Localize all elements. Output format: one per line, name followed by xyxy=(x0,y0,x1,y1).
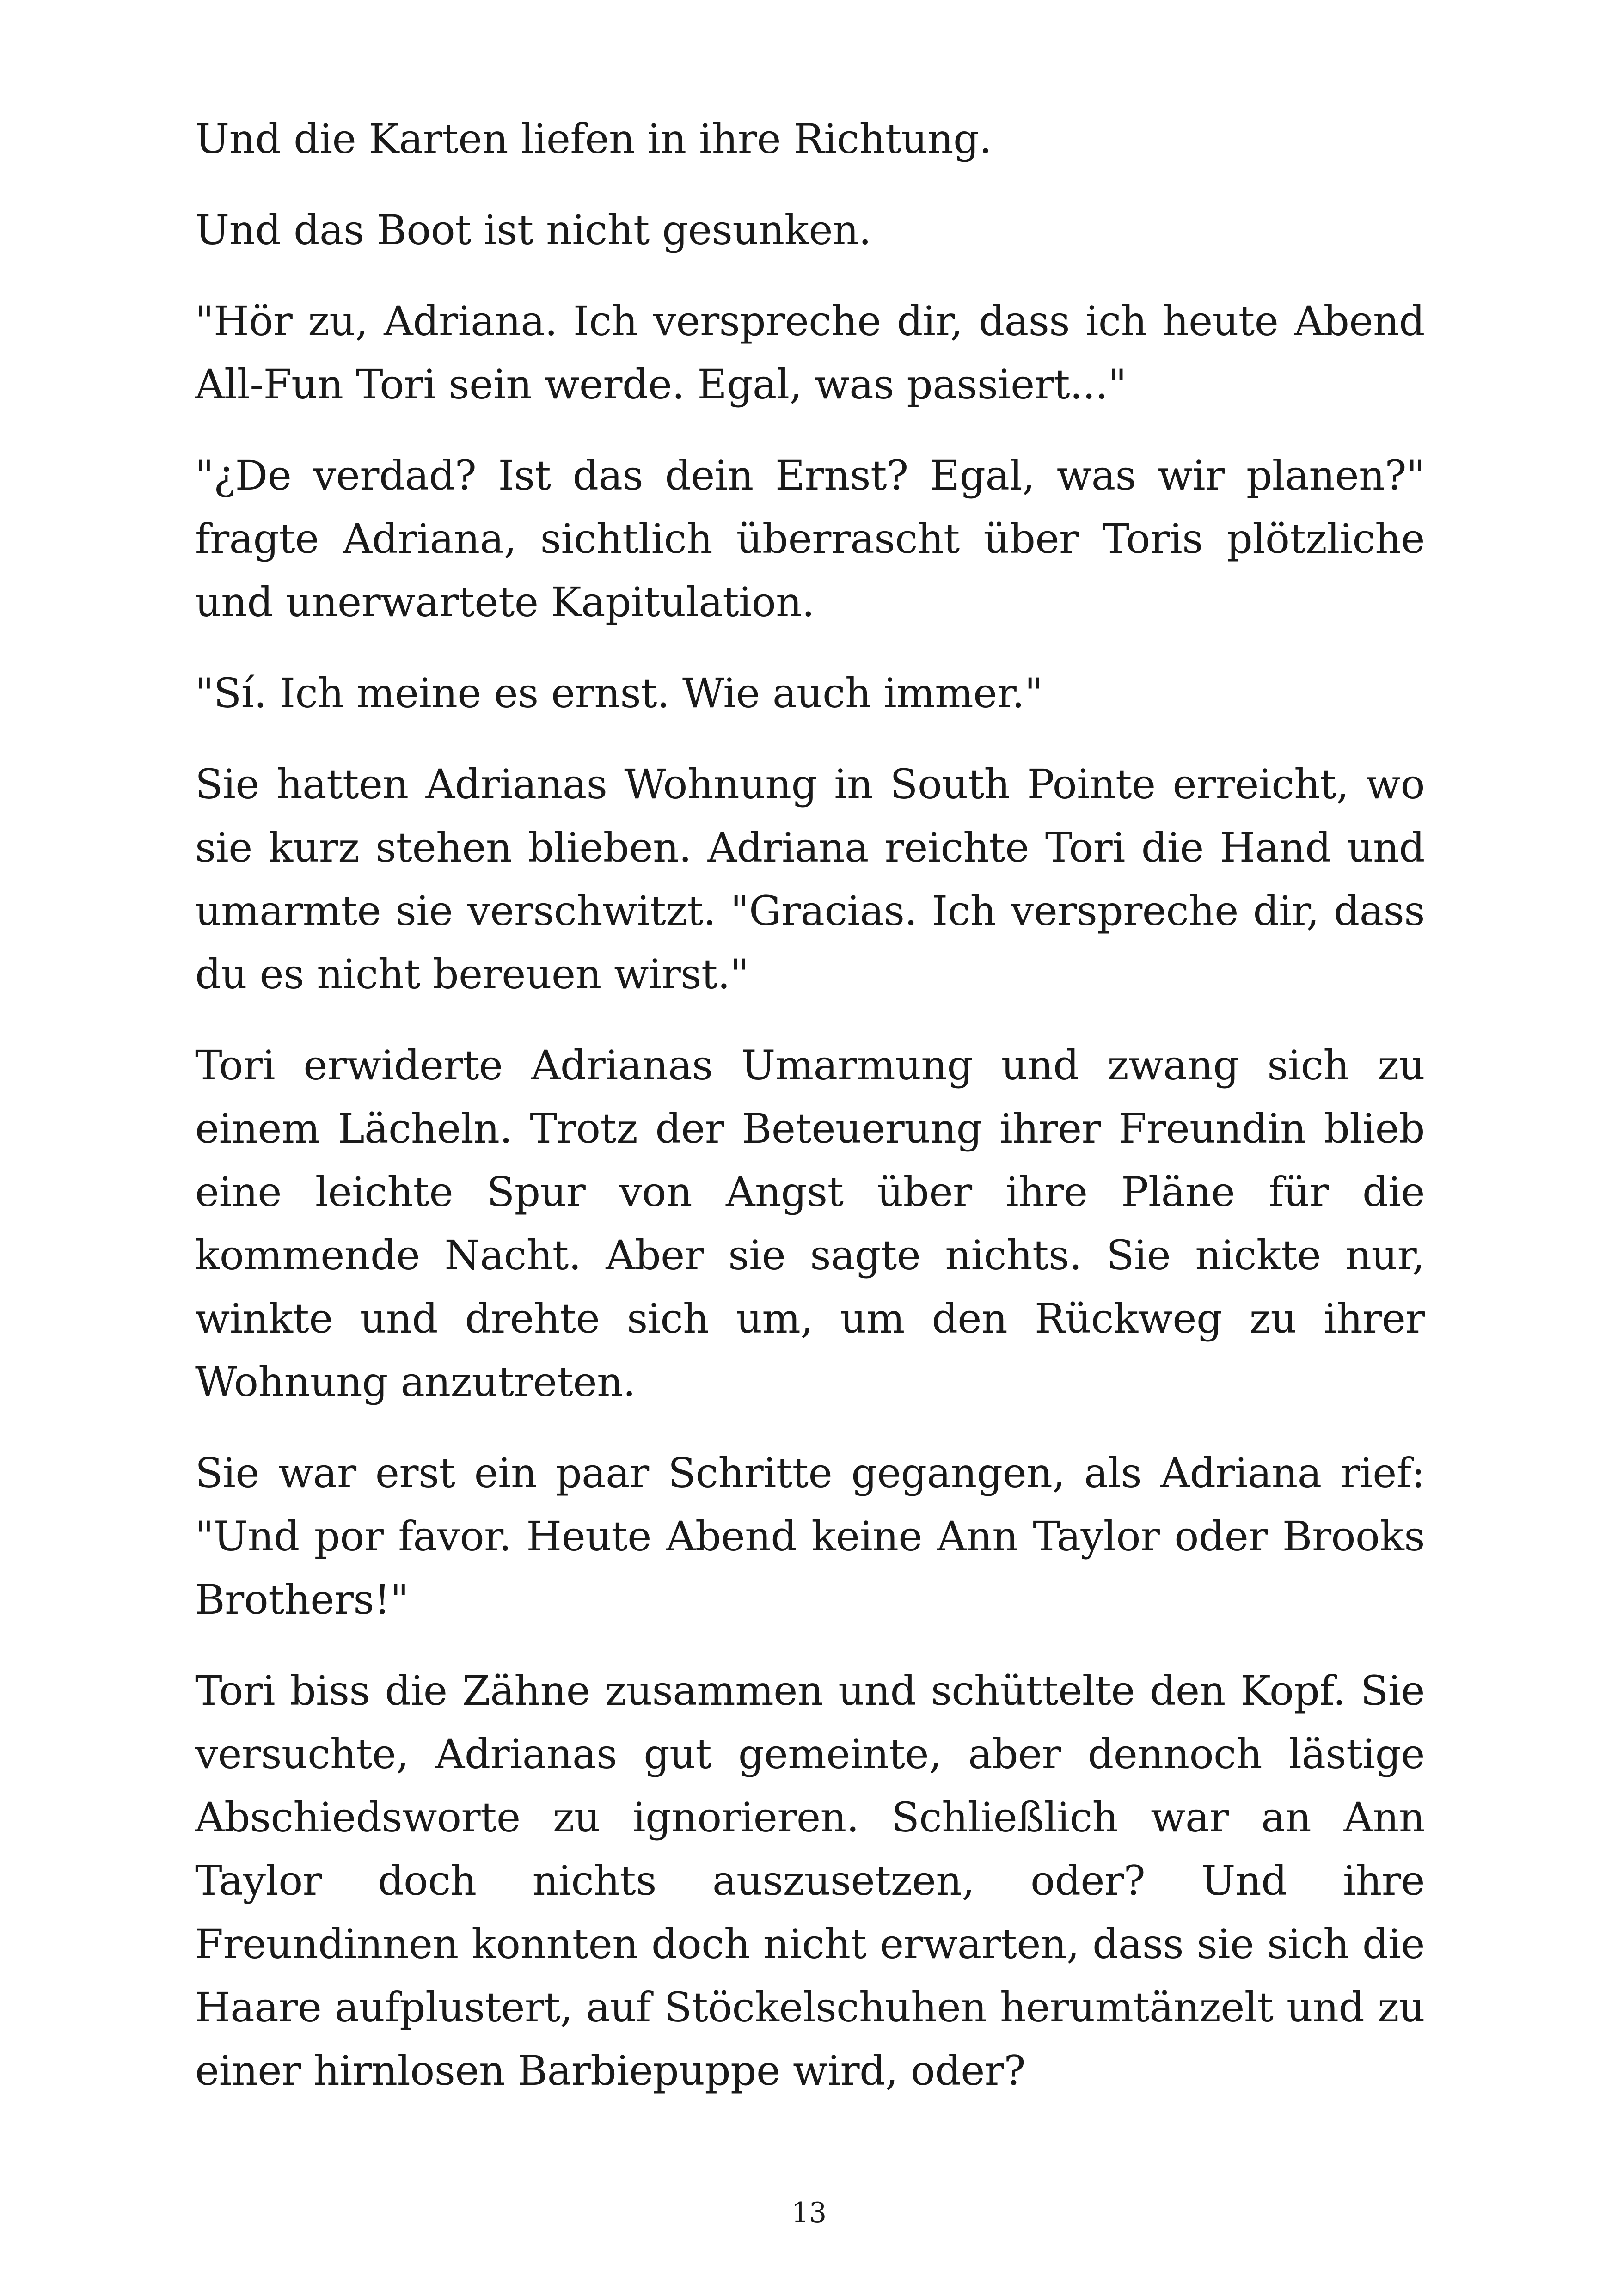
paragraph-3: "Hör zu, Adriana. Ich verspreche dir, dass ich heute Abend All-Fun Tori sein werde. Egal, was passiert..." xyxy=(195,297,1425,408)
paragraph-8: Sie war erst ein paar Schritte gegangen, als Adriana rief: "Und por favor. Heute Abend keine Ann Taylor oder Brooks Brothers!" xyxy=(195,1449,1425,1623)
paragraph-7: Tori erwiderte Adrianas Umarmung und zwang sich zu einem Lächeln. Trotz der Beteuerung ihrer Freundin blieb eine leichte Spur von Angst über ihre Pläne für die kommende Nacht. Aber sie sagte nichts. Sie nickte nur, winkte und drehte sich um, um den Rückweg zu ihrer Wohnung anzutreten. xyxy=(195,1041,1425,1406)
page-number: 13 xyxy=(791,2197,827,2229)
paragraph-9: Tori biss die Zähne zusammen und schüttelte den Kopf. Sie versuchte, Adrianas gut gemeinte, aber dennoch lästige Abschiedsworte zu ignorieren. Schließlich war an Ann Taylor doch nichts auszusetzen, oder? Und ihre Freundinnen konnten doch nicht erwarten, dass sie sich die Haare aufplustert, auf Stöckelschuhen herumtänzelt und zu einer hirnlosen Barbiepuppe wird, oder? xyxy=(195,1667,1425,2094)
paragraph-6: Sie hatten Adrianas Wohnung in South Pointe erreicht, wo sie kurz stehen blieben. Adriana reichte Tori die Hand und umarmte sie verschwitzt. "Gracias. Ich verspreche dir, dass du es nicht bereuen wirst." xyxy=(195,760,1425,998)
paragraph-5: "Sí. Ich meine es ernst. Wie auch immer." xyxy=(195,669,1043,717)
body-text xyxy=(195,107,1425,2130)
paragraph-1: Und die Karten liefen in ihre Richtung. xyxy=(195,115,992,163)
paragraph-2: Und das Boot ist nicht gesunken. xyxy=(195,206,871,254)
paragraph-4: "¿De verdad? Ist das dein Ernst? Egal, was wir planen?" fragte Adriana, sichtlich überrascht über Toris plötzliche und unerwartete Kapitulation. xyxy=(195,452,1425,626)
